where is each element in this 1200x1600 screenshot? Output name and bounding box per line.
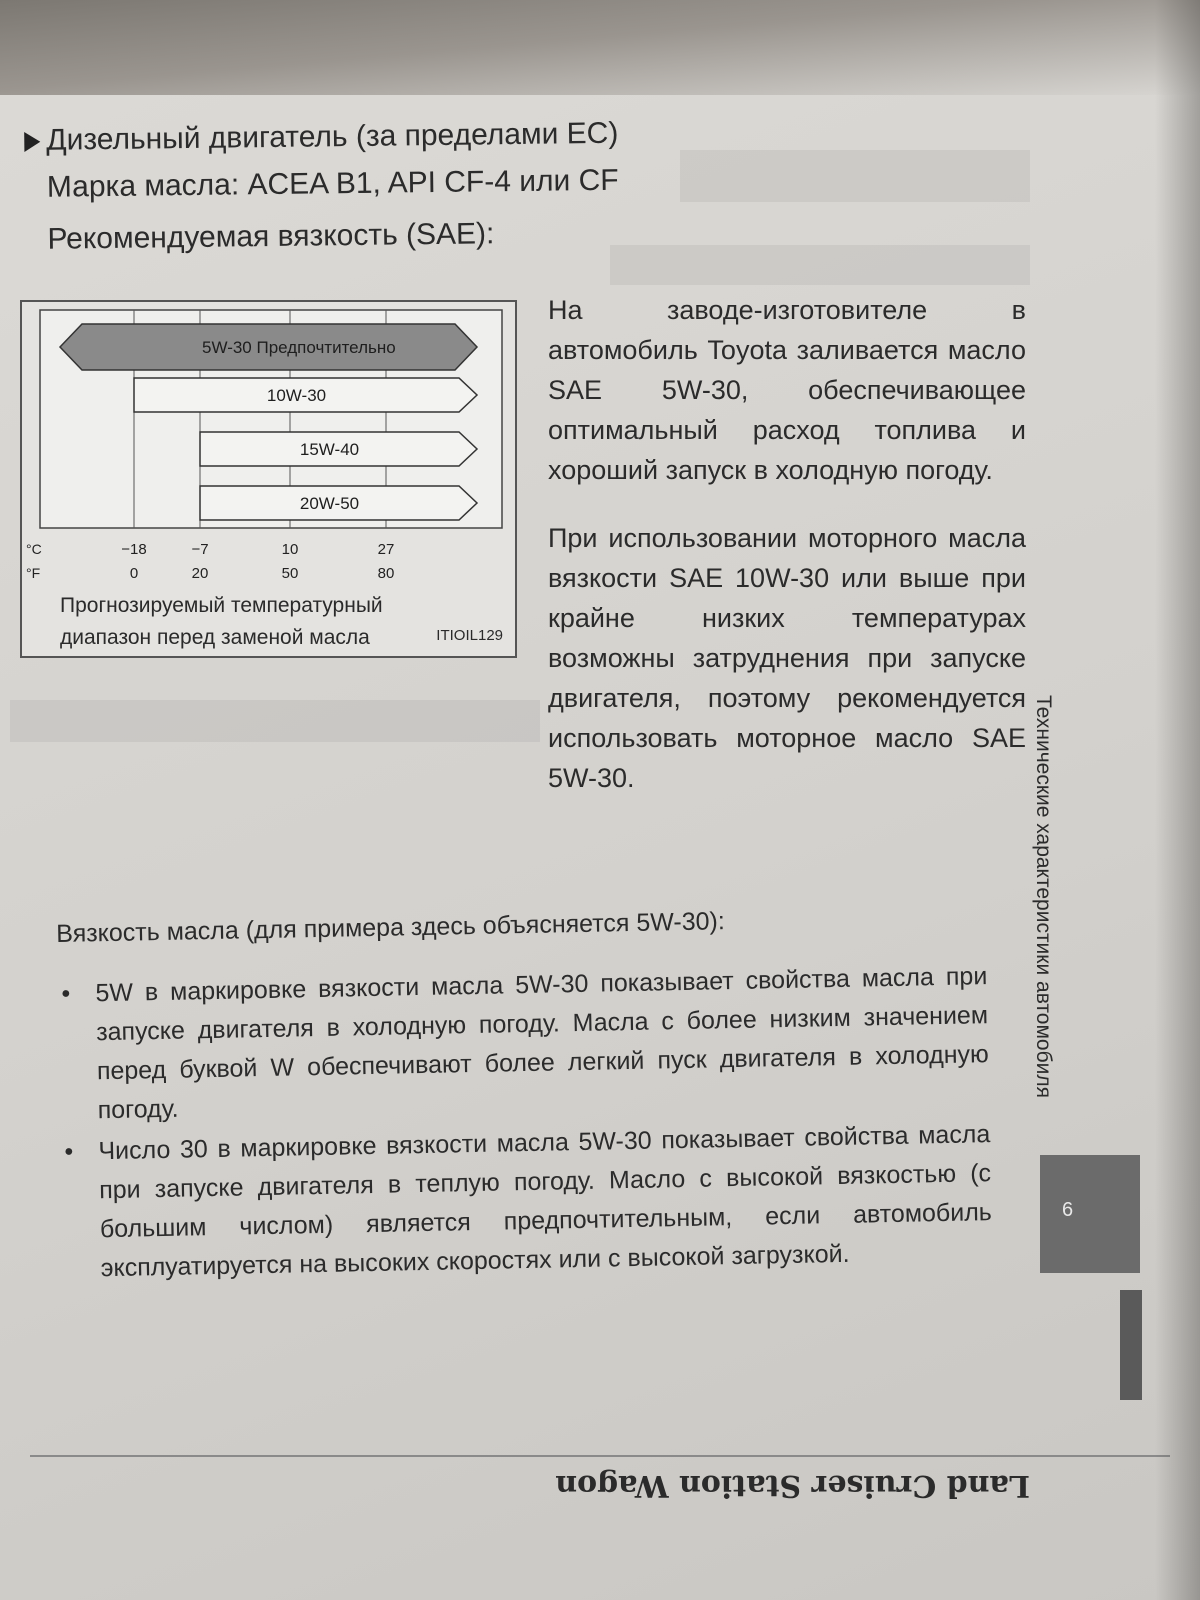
viscosity-chart	[20, 300, 517, 658]
factory-oil-text	[548, 290, 1026, 826]
triangle-bullet-icon	[24, 132, 40, 152]
chart-caption-line-2: диапазон перед заменой масла	[60, 625, 370, 649]
tick-label-celsius: 10	[281, 541, 299, 558]
footer-rule	[30, 1455, 1170, 1457]
tick-label-fahrenheit: 80	[377, 565, 395, 582]
axis-unit-celsius: °C	[26, 541, 42, 557]
bullet-icon: •	[64, 1137, 74, 1166]
show-through-bar	[680, 150, 1030, 202]
list-item-text: Число 30 в маркировке вязкости масла 5W-30 показывает свойства масла при запуске двигателя в теплую погоду. Масло с высокой вязкостью (с большим числом) является предпочтительным, если автомобиль эксплуатируется на высоких скоростях или с высокой загрузкой.	[98, 1120, 993, 1283]
page-top-shadow	[0, 0, 1200, 95]
oil-range-label: 10W-30	[266, 386, 327, 405]
list-item-text: 5W в маркировке вязкости масла 5W-30 показывает свойства масла при запуске двигателя в холодную погоду. Масла с более низким значением перед буквой W обеспечивают более легкий пуск двигателя в холодную погоду.	[95, 962, 990, 1125]
chapter-tab	[1040, 1155, 1140, 1273]
oil-range-label: 5W-30 Предпочтительно	[202, 338, 396, 357]
list-item	[60, 1115, 993, 1289]
tick-label-celsius: −7	[191, 541, 209, 558]
heading-line-3: Рекомендуемая вязкость (SAE):	[47, 217, 495, 256]
viscosity-explanation	[56, 902, 993, 1291]
page-edge-shadow	[1155, 0, 1200, 1600]
show-through-bar	[610, 245, 1030, 285]
engine-heading	[24, 111, 620, 264]
paragraph-factory-fill: На заводе-изготовителе в автомобиль Toyota заливается масло SAE 5W-30, обеспечивающее оптимальный расход топлива и хороший запуск в холодную погоду.	[548, 295, 1026, 485]
list-item	[57, 957, 990, 1131]
bullet-icon: •	[61, 979, 71, 1008]
tick-label-fahrenheit: 20	[191, 565, 209, 582]
heading-line-2: Марка масла: ACEA B1, API CF-4 или CF	[46, 163, 619, 204]
oil-range-label: 15W-40	[299, 440, 360, 459]
footer-title: Land Cruiser Station Wagon	[555, 1468, 1030, 1503]
show-through-bar	[10, 700, 540, 742]
chapter-tab-number: 6	[1062, 1199, 1074, 1221]
tick-label-celsius: 27	[377, 541, 395, 558]
tab-strip	[1120, 1290, 1142, 1400]
viscosity-intro: Вязкость масла (для примера здесь объясняется 5W-30):	[56, 907, 726, 948]
chart-caption-line-1: Прогнозируемый температурный	[60, 594, 383, 617]
paragraph-low-temp-warning: При использовании моторного масла вязкости SAE 10W-30 или выше при крайне низких температурах возможны затруднения при запуске двигателя, поэтому рекомендуется использовать моторное масло SAE 5W-30.	[548, 523, 1026, 793]
heading-line-1: Дизельный двигатель (за пределами ЕС)	[46, 116, 619, 157]
tick-label-celsius: −18	[121, 541, 147, 558]
axis-unit-fahrenheit: °F	[26, 565, 41, 581]
tick-label-fahrenheit: 0	[129, 565, 139, 582]
chart-code: ITIOIL129	[436, 627, 503, 644]
viscosity-list	[57, 957, 993, 1289]
section-side-title: Технические характеристики автомобиля	[1032, 695, 1055, 1098]
tick-label-fahrenheit: 50	[281, 565, 299, 582]
oil-range-label: 20W-50	[299, 494, 360, 513]
chart-caption	[60, 590, 383, 653]
